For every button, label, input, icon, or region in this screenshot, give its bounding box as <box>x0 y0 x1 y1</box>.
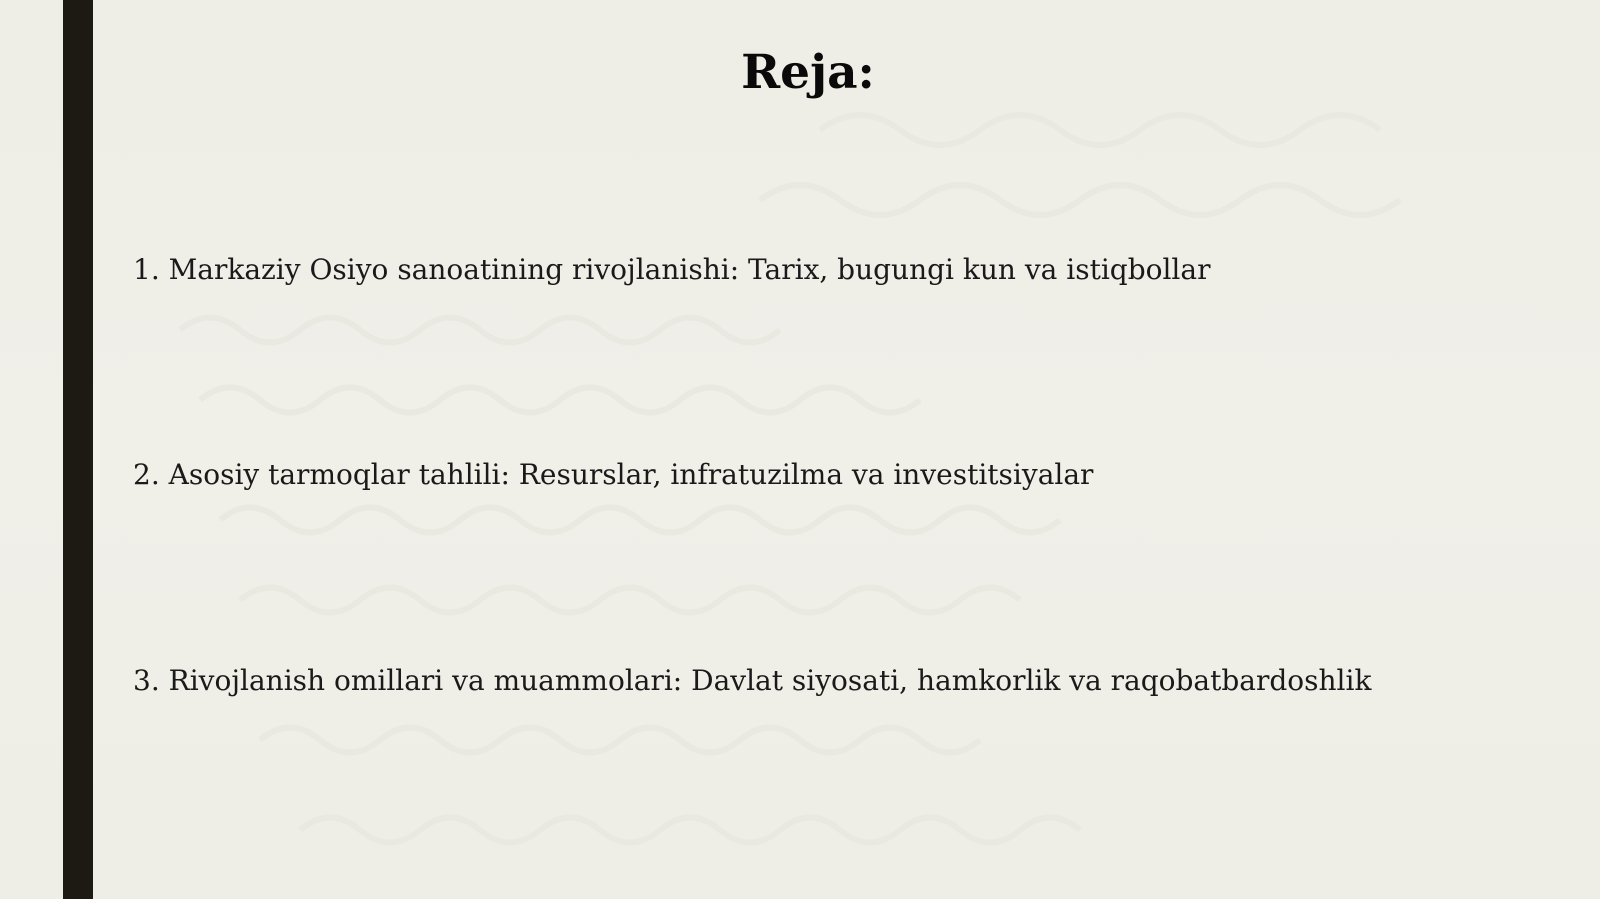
agenda-item <box>133 455 1093 495</box>
agenda-item <box>133 250 1210 290</box>
agenda-item-number: 2. <box>133 458 160 491</box>
agenda-item-number: 3. <box>133 664 160 697</box>
agenda-item-number: 1. <box>133 253 160 286</box>
slide-title: Reja: <box>741 45 875 100</box>
agenda-item <box>133 661 1371 701</box>
agenda-item-text: Asosiy tarmoqlar tahlili: Resurslar, infratuzilma va investitsiyalar <box>168 458 1094 491</box>
agenda-item-text: Markaziy Osiyo sanoatining rivojlanishi: Tarix, bugungi kun va istiqbollar <box>168 253 1211 286</box>
agenda-item-text: Rivojlanish omillari va muammolari: Davlat siyosati, hamkorlik va raqobatbardoshlik <box>168 664 1372 697</box>
left-accent-bar <box>63 0 93 899</box>
